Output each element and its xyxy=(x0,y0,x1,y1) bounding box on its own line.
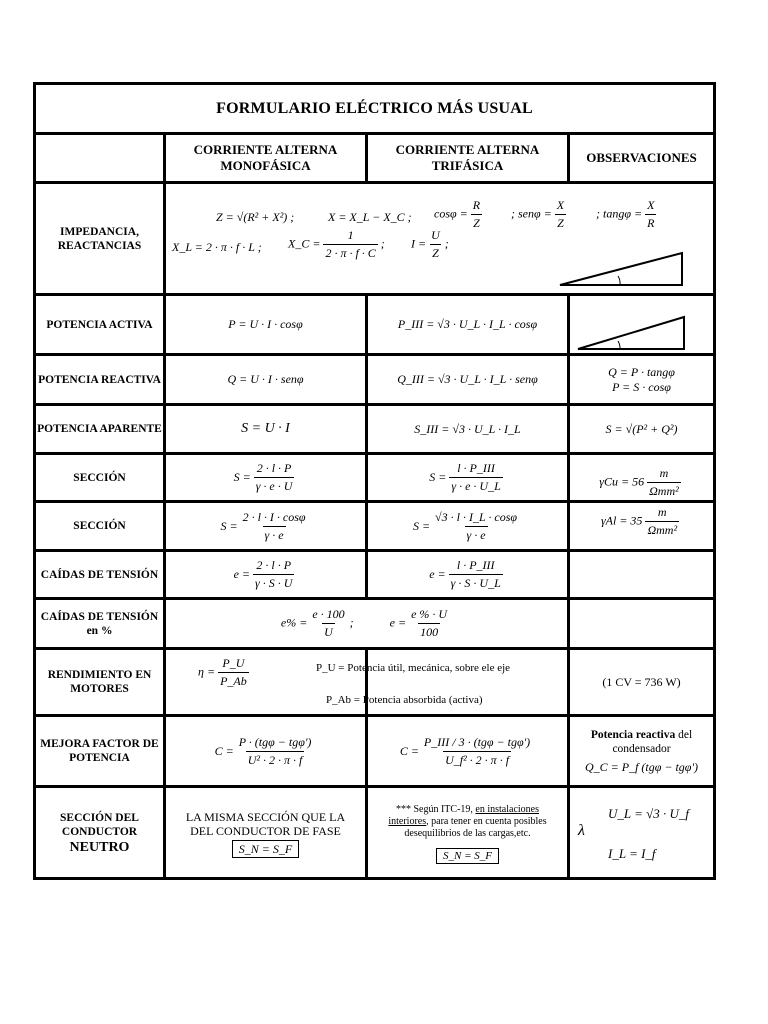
formula-il: I_L = I_f xyxy=(608,846,656,861)
formula-caida-mono: e = $\frac{2 \cdot l \cdot P}{\gamma \cdot S \cdot U}$ xyxy=(233,558,293,590)
formula-e-pct: e% = $\frac{e \cdot 100}{U}$ ; xyxy=(280,607,354,639)
formula-rendimiento: η = $\frac{P\_U}{P\_Ab}$ xyxy=(198,656,247,688)
formula-seccion-tri-cos: S = $\frac{√3 \cdot l \cdot I\_L \cdot \cos\varphi}{\gamma \cdot e}$ xyxy=(412,509,518,542)
neutro-monofasica xyxy=(166,788,365,880)
formula-p-cos: P = S · cosφ xyxy=(612,379,671,394)
impedance-triangle-icon xyxy=(558,249,688,289)
header-trifasica: CORRIENTE ALTERNA TRIFÁSICA xyxy=(395,142,540,173)
potencia-absorbida-def: P_Ab = Potencia absorbida (activa) xyxy=(326,694,483,706)
formula-seccion-tri: S = $\frac{\text{l · P\_III}}{\gamma \cdot e \cdot U\_L}$ xyxy=(429,461,501,493)
neutro-observaciones xyxy=(570,788,713,880)
row-label-caidas-pct: CAÍDAS DE TENSIÓN en % xyxy=(40,610,159,637)
formula-activa-tri: P_III = √3 · U_L · I_L · cosφ xyxy=(397,317,538,331)
condensador-label: del condensador xyxy=(612,729,693,755)
formula-q-tang: Q = P · tangφ xyxy=(608,364,675,379)
formula-aparente-tri: S_III = √3 · U_L · I_L xyxy=(414,421,521,436)
formula-seccion-mono: S = $\frac{2 \cdot l \cdot P}{\gamma \cdot e \cdot U}$ xyxy=(233,461,293,493)
formula-reactiva-mono: Q = U · I · senφ xyxy=(227,372,304,386)
row-label-seccion: SECCIÓN xyxy=(73,520,126,532)
row-label-mejora-fp: MEJORA FACTOR DE POTENCIA xyxy=(40,738,159,764)
cv-equivalencia: (1 CV = 736 W) xyxy=(602,674,681,689)
formula-reactancia-total: X = X_L − X_C ; xyxy=(328,210,412,224)
conductividad-aluminio: γAl = 35 $\frac{m}{\text{Ωmm²}}$ xyxy=(600,505,678,537)
conductividad-observaciones xyxy=(570,455,713,549)
row-label-potencia-reactiva: POTENCIA REACTIVA xyxy=(38,373,161,386)
reactiva-observaciones xyxy=(570,356,713,403)
row-label-caidas-tension: CAÍDAS DE TENSIÓN xyxy=(40,568,159,581)
formula-qc: Q_C = P_f (tgφ − tgφ') xyxy=(584,760,699,774)
formula-impedancia: Z = √(R² + X²) ; xyxy=(216,210,295,224)
potencia-util-def: P_U = Potencia útil, mecánica, sobre ele eje xyxy=(316,662,511,674)
formula-seccion-mono-cos: S = $\frac{2 \cdot l \cdot I \cdot \cos\varphi}{\gamma \cdot e}$ xyxy=(220,509,306,542)
formula-aparente-obs: S = √(P² + Q²) xyxy=(605,421,678,436)
formula-mejora-tri: C = $\frac{\text{P\_III / 3 · (tgφ − tgφ')}}{\text{U\_f² · 2 · π · f}}$ xyxy=(399,734,531,767)
row-label-neutro: SECCIÓN DEL CONDUCTOR NEUTRO xyxy=(60,812,139,855)
formula-caida-porcentaje xyxy=(166,600,567,647)
rendimiento-formulas xyxy=(166,650,567,714)
formula-sheet xyxy=(33,82,716,880)
formula-sn-sf-tri: S_N = S_F xyxy=(436,848,499,864)
formula-caida-tri: e = $\frac{\text{l · P\_III}}{\gamma \cdot S \cdot U\_L}$ xyxy=(429,558,501,590)
formula-tangphi: ; tangφ = $\frac{X}{R}$ xyxy=(596,198,655,230)
row-label-impedancia: IMPEDANCIA, REACTANCIAS xyxy=(57,225,142,252)
formula-ley-ohm: I = $\frac{U}{Z}$ ; xyxy=(411,228,449,260)
potencia-reactiva-title: Potencia reactiva xyxy=(590,729,676,741)
impedancia-formulas xyxy=(166,184,713,293)
row-label-potencia-aparente: POTENCIA APARENTE xyxy=(37,423,162,435)
formula-xl: X_L = 2 · π · f · L ; xyxy=(172,240,262,254)
condensador-observaciones xyxy=(570,717,713,785)
formula-cosphi: cosφ = $\frac{R}{Z}$ xyxy=(434,198,481,230)
page-title: FORMULARIO ELÉCTRICO MÁS USUAL xyxy=(216,99,533,117)
formula-activa-mono: P = U · I · cosφ xyxy=(228,317,303,331)
row-label-rendimiento: RENDIMIENTO EN MOTORES xyxy=(47,669,152,695)
neutro-trifasica: *** Según ITC-19, en instalaciones interiores, para tener en cuenta posibles desequilibrios de las cargas,etc. S_N = S_F xyxy=(388,804,547,862)
formula-reactiva-tri: Q_III = √3 · U_L · I_L · senφ xyxy=(397,372,538,386)
formula-sn-sf: S_N = S_F xyxy=(232,840,299,858)
row-label-seccion: SECCIÓN xyxy=(73,471,126,484)
formula-e-volt: e = $\frac{e \% \cdot U}{100}$ xyxy=(389,607,448,639)
formula-mejora-mono: C = $\frac{\text{P · (tgφ − tgφ')}}{\text{U² · 2 · π · f}}$ xyxy=(214,734,312,767)
neutro-mono-text: LA MISMA SECCIÓN QUE LA DEL CONDUCTOR DE FASE xyxy=(185,810,346,838)
formula-xc: X_C = $\frac{1}{2 \cdot \pi \cdot f \cdot C}$ ; xyxy=(288,228,385,260)
formula-aparente-mono: S = U · I xyxy=(241,421,290,436)
formula-senphi: ; senφ = $\frac{X}{Z}$ xyxy=(511,198,565,230)
header-monofasica: CORRIENTE ALTERNA MONOFÁSICA xyxy=(193,142,338,173)
conductividad-cobre: γCu = 56 $\frac{m}{\text{Ωmm²}}$ xyxy=(599,466,679,498)
header-observaciones: OBSERVACIONES xyxy=(586,150,697,165)
formula-ul: U_L = √3 · U_f xyxy=(608,806,690,821)
power-triangle-icon xyxy=(576,313,706,353)
lambda-symbol: λ xyxy=(578,822,585,839)
row-label-potencia-activa: POTENCIA ACTIVA xyxy=(46,318,153,331)
